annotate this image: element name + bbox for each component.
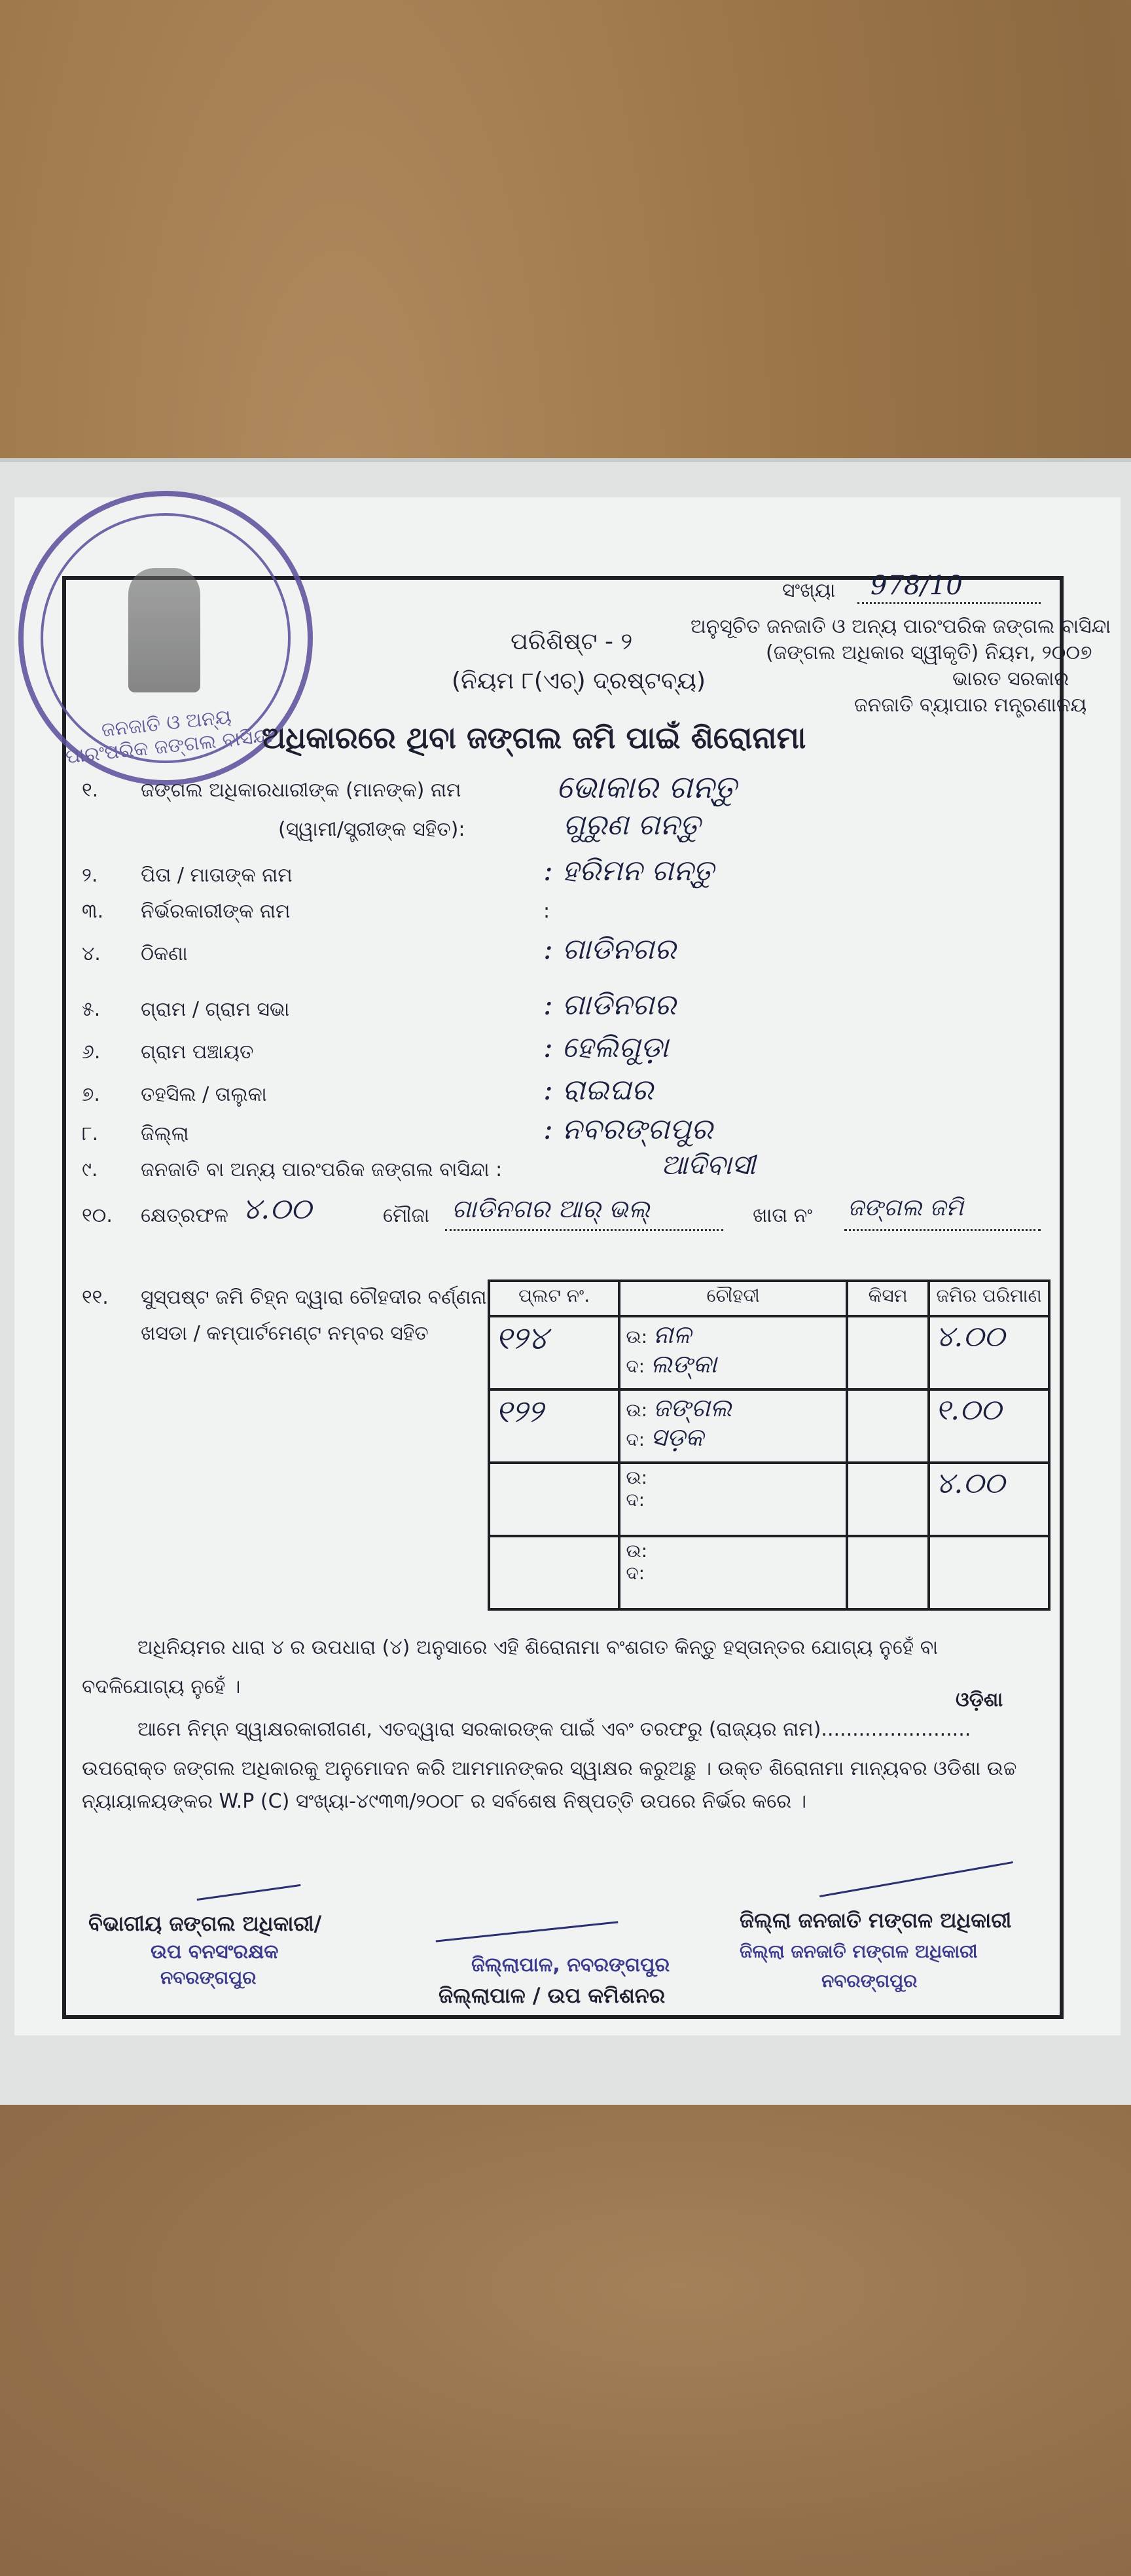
header-right-3: ଭାରତ ସରକାର — [952, 668, 1069, 690]
field-8-label: ଜିଲ୍ଲା — [141, 1122, 189, 1145]
field-1-value: ଭୋକାର ଗନ୍ତୁ — [556, 769, 736, 806]
header-kisam: କିସମ — [847, 1281, 929, 1316]
north-label: ଉ: — [626, 1326, 648, 1348]
seal-text: ଜନଜାତି ଓ ଅନ୍ୟ ପାରଂପରିକ ଜଙ୍ଗଲ ବାସିନ୍ଦା — [64, 705, 274, 769]
area-label: କ୍ଷେତ୍ରଫଳ — [141, 1204, 228, 1227]
signatory-left-stamp: ନବରଙ୍ଗପୁର — [160, 1967, 257, 1988]
national-emblem-icon — [128, 568, 200, 692]
mouza-label: ମୌଜା — [383, 1204, 430, 1227]
field-1-label2: (ସ୍ୱାମୀ/ସ୍ତ୍ରୀଙ୍କ ସହିତ): — [278, 818, 465, 841]
field-6-num: ୬. — [82, 1041, 101, 1064]
header-right-4: ଜନଜାତି ବ୍ୟାପାର ମନ୍ତ୍ରଣାଳୟ — [854, 694, 1087, 717]
annexure-label: ପରିଶିଷ୍ଟ - ୨ — [511, 628, 633, 655]
field-5-num: ୫. — [82, 998, 101, 1021]
field-3-label: ନିର୍ଭରକାରୀଙ୍କ ନାମ — [141, 900, 291, 923]
signatory-middle-stamp: ଜିଲ୍ଲାପାଳ, ନବରଙ୍ଗପୁର — [471, 1954, 670, 1977]
table-row — [489, 1463, 1049, 1536]
header-boundary: ଚୌହଦୀ — [619, 1281, 847, 1316]
declaration-para2-line1: ଆମେ ନିମ୍ନ ସ୍ୱାକ୍ଷରକାରୀଗଣ, ଏତଦ୍ୱାରା ସରକାରଙ୍କ ପାଇଁ ଏବଂ ତରଫରୁ (ରାଜ୍ୟର ନାମ)........................ — [137, 1718, 971, 1741]
declaration-para2-line3: ନ୍ୟାୟାଳୟଙ୍କର W.P (C) ସଂଖ୍ୟା-୪୯୩୩/୨୦୦୮ ର ସର୍ବଶେଷ ନିଷ୍ପତ୍ତି ଉପରେ ନିର୍ଭର କରେ । — [82, 1790, 807, 1813]
field-1-label: ଜଙ୍ଗଲ ଅଧିକାରଧାରୀଙ୍କ (ମାନଙ୍କ) ନାମ — [141, 779, 461, 802]
south-label: ଦ: — [626, 1489, 645, 1511]
declaration-para1-line2: ବଦଳିଯୋଗ୍ୟ ନୁହେଁ । — [82, 1675, 241, 1698]
table-row — [489, 1536, 1049, 1609]
south-label: ଦ: — [626, 1562, 645, 1584]
signatory-left-line2: ଉପ ବନସଂରକ୍ଷକ — [151, 1941, 279, 1963]
signatory-left-line1: ବିଭାଗୀୟ ଜଙ୍ଗଲ ଅଧିକାରୀ/ — [88, 1911, 322, 1936]
khata-dotted-line — [844, 1229, 1041, 1231]
signatory-right-stamp1: ଜିଲ୍ଲା ଜନଜାତି ମଙ୍ଗଳ ଅଧିକାରୀ — [740, 1941, 978, 1962]
plot-number: ୧୨୨ — [495, 1393, 543, 1430]
field-2-label: ପିତା / ମାତାଙ୍କ ନାମ — [141, 864, 293, 887]
field-4-num: ୪. — [82, 942, 101, 965]
field-5-value: : ଗାଡିନଗର — [543, 988, 676, 1022]
field-6-label: ଗ୍ରାମ ପଞ୍ଚାୟତ — [141, 1041, 254, 1064]
serial-value: 978/10 — [871, 571, 963, 601]
south-value: ଲଙ୍କା — [650, 1350, 717, 1378]
field-8-num: ୮. — [82, 1122, 99, 1145]
header-right-1: ଅନୁସୂଚିତ ଜନଜାତି ଓ ଅନ୍ୟ ପାରଂପରିକ ଜଙ୍ଗଲ ବାସିନ୍ଦା — [691, 615, 1111, 638]
field-5-label: ଗ୍ରାମ / ଗ୍ରାମ ସଭା — [141, 998, 290, 1021]
state-name: ଓଡ଼ିଶା — [956, 1689, 1003, 1711]
field-11-num: ୧୧. — [82, 1286, 109, 1309]
field-3-value: : — [543, 900, 550, 923]
amount-value: ୧.୦୦ — [935, 1393, 1001, 1427]
boundary-table — [488, 1279, 1050, 1611]
north-value: ନାଳ — [653, 1320, 691, 1349]
declaration-para2-line2: ଉପରୋକ୍ତ ଜଙ୍ଗଲ ଅଧିକାରକୁ ଅନୁମୋଦନ କରି ଆମମାନଙ୍କର ସ୍ୱାକ୍ଷର କରୁଅଛୁ । ଉକ୍ତ ଶିରୋନାମା ମାନ୍ୟବର ଓଡିଶା ଉଚ୍ଚ — [82, 1757, 1017, 1780]
field-6-value: : ହେଲିଗୁଡ଼ା — [543, 1031, 669, 1064]
field-1-num: ୧. — [82, 779, 99, 802]
khata-value: ଜଙ୍ଗଲ ଜମି — [848, 1194, 963, 1221]
header-right-2: (ଜଙ୍ଗଲ ଅଧିକାର ସ୍ୱୀକୃତି) ନିୟମ, ୨୦୦୭ — [766, 641, 1092, 664]
amount-value: ୪.୦୦ — [935, 1320, 1005, 1353]
table-row — [489, 1389, 1049, 1463]
area-value: ୪.୦୦ — [242, 1192, 312, 1226]
plot-number: ୧୨୪ — [495, 1320, 548, 1357]
rule-reference: (ନିୟମ ୮(ଏଚ୍) ଦ୍ରଷ୍ଟବ୍ୟ) — [452, 668, 706, 694]
field-2-num: ୨. — [82, 864, 98, 887]
boundary-label-1: ସୁସ୍ପଷ୍ଟ ଜମି ଚିହ୍ନ ଦ୍ୱାରା ଚୌହଦୀର ବର୍ଣ୍ଣନା — [141, 1286, 487, 1309]
serial-label: ସଂଖ୍ୟା — [782, 579, 836, 602]
field-1-value2: ଗୁରୁଣ ଗନ୍ତୁ — [563, 808, 700, 842]
south-label: ଦ: — [626, 1355, 645, 1377]
table-row — [489, 1316, 1049, 1389]
header-amount: ଜମିର ପରିମାଣ — [929, 1281, 1049, 1316]
ground-background — [0, 2094, 1131, 2576]
signatory-right-stamp2: ନବରଙ୍ଗପୁର — [821, 1970, 918, 1992]
field-9-label: ଜନଜାତି ବା ଅନ୍ୟ ପାରଂପରିକ ଜଙ୍ଗଲ ବାସିନ୍ଦା : — [141, 1158, 503, 1181]
north-value: ଜଙ୍ଗଲ — [653, 1393, 732, 1422]
north-label: ଉ: — [626, 1399, 648, 1421]
field-7-value: : ରାଇଘର — [543, 1073, 653, 1107]
field-8-value: : ନବରଙ୍ଗପୁର — [543, 1113, 713, 1146]
field-4-value: : ଗାଡିନଗର — [543, 933, 676, 966]
khata-label: ଖାତା ନଂ — [753, 1204, 813, 1227]
serial-dotted-line — [857, 602, 1041, 604]
field-7-label: ତହସିଲ / ତାଲୁକା — [141, 1083, 267, 1106]
boundary-label-2: ଖସଡା / କମ୍ପାର୍ଟମେଣ୍ଟ ନମ୍ବର ସହିତ — [141, 1322, 429, 1345]
document-title: ଅଧିକାରରେ ଥିବା ଜଙ୍ଗଲ ଜମି ପାଇଁ ଶିରୋନାମା — [262, 720, 806, 755]
mouza-value: ଗାଡିନଗର ଆର୍ ଭଲ୍ — [452, 1194, 650, 1223]
field-2-value: : ହରିମନ ଗନ୍ତୁ — [543, 854, 714, 887]
field-7-num: ୭. — [82, 1083, 100, 1106]
total-amount-value: ୪.୦୦ — [935, 1467, 1005, 1500]
field-3-num: ୩. — [82, 900, 104, 923]
north-label: ଉ: — [626, 1467, 648, 1488]
declaration-para1-line1: ଅଧିନିୟମର ଧାରା ୪ ର ଉପଧାରା (୪) ଅନୁସାରେ ଏହି ଶିରୋନାମା ବଂଶଗତ କିନ୍ତୁ ହସ୍ତାନ୍ତର ଯୋଗ୍ୟ ନୁହେଁ ବା — [137, 1636, 939, 1659]
signatory-middle-line: ଜିଲ୍ଲାପାଳ / ଉପ କମିଶନର — [439, 1983, 666, 2008]
field-10-num: ୧୦. — [82, 1204, 113, 1227]
field-9-value: ଆଦିବାସୀ — [661, 1149, 756, 1181]
north-label: ଉ: — [626, 1540, 648, 1562]
mouza-dotted-line — [445, 1229, 723, 1231]
south-value: ସଡ଼କ — [650, 1423, 704, 1452]
field-4-label: ଠିକଣା — [141, 942, 188, 965]
south-label: ଦ: — [626, 1429, 645, 1450]
header-plot: ପ୍ଲଟ ନଂ. — [489, 1281, 619, 1316]
field-9-num: ୯. — [82, 1158, 98, 1181]
signatory-right-line1: ଜିଲ୍ଲା ଜନଜାତି ମଙ୍ଗଳ ଅଧିକାରୀ — [740, 1908, 1012, 1933]
